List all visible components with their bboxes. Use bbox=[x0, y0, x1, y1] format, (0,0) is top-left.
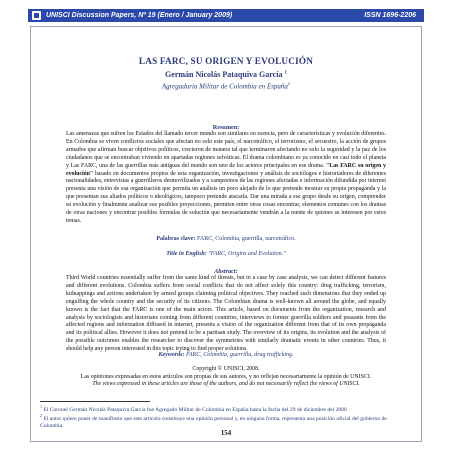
palabras-clave-label: Palabras clave: bbox=[156, 236, 196, 242]
title-english-value: "FARC, Origins and Evolution." bbox=[208, 251, 286, 257]
abstract-heading: Abstract: bbox=[214, 268, 238, 275]
copyright-block bbox=[66, 366, 386, 389]
unisci-logo-icon bbox=[32, 11, 41, 20]
copyright-line: Copyright © UNISCI, 2008. bbox=[192, 366, 260, 372]
footnote-2-number: 2 bbox=[40, 413, 42, 419]
footnote-divider bbox=[40, 401, 150, 402]
affiliation-text: Agregaduría Militar de Colombia en España bbox=[161, 82, 288, 91]
footnote-2 bbox=[40, 413, 408, 429]
author-name: Germán Nicolás Pataquiva García bbox=[165, 70, 283, 79]
disclaimer-spanish: Las opiniones expresadas en estos artículos son propias de sus autores, y no reflejan necesariamente la opinión de UNISCI. bbox=[80, 373, 372, 380]
palabras-clave-value: FARC, Colombia, guerrilla, narcotráfico. bbox=[196, 236, 296, 242]
article-author bbox=[30, 70, 422, 79]
resumen-text-bold: "Las FARC su origen y evolución" bbox=[66, 162, 387, 177]
resumen-text-part2: basado en documentos propios de esta organización, investigaciones y análisis de sociólogos e historiadores de diferentes nacionalidades, entrevistas a guerrilleros desmovilizados y a campesinos de las regiones afectadas e información difundida por internet presenta una visión de esa organización que permita un análisis un poco alejado de lo que pretende mostrar su propia propaganda y la que presentan sus aliados políticos o ideológicos, tampoco pretende atacarla. Dar una mirada a ese grupo desde su origen, comprender su evolución y finalmente analizar sus posibles proyecciones, permiten entre otras cosas encontrar, elementos comunes con los dramas de otras naciones y encontrar posibles fórmulas de solución que necesariamente vendrán a la mente de quienes se interesen por estos temas. bbox=[66, 170, 386, 224]
author-affiliation bbox=[30, 81, 422, 90]
footnote-2-text: El autor quiere poner de manifiesto que este artículo constituye una opinión personal y, en ninguna forma, representa una posición oficial del gobierno de Colombia. bbox=[40, 416, 387, 429]
page-number: 154 bbox=[220, 430, 232, 437]
journal-header-bar bbox=[28, 9, 424, 22]
keywords-label: Keywords: bbox=[158, 352, 185, 358]
footnote-1-text: El Coronel Germán Nicolás Pataquiva García fue Agregado Militar de Colombia en España hasta la fecha del 29 de diciembre del 2008 bbox=[43, 406, 347, 413]
title-in-english bbox=[30, 251, 422, 257]
article-title: LAS FARC, SU ORIGEN Y EVOLUCIÓN bbox=[138, 56, 314, 66]
title-english-label: Title in English: bbox=[166, 251, 207, 257]
keywords-value: FARC, Colombia, guerrilla, drug trafficking. bbox=[185, 352, 294, 358]
keywords bbox=[30, 352, 422, 358]
palabras-clave bbox=[30, 236, 422, 242]
resumen-heading: Resumen: bbox=[212, 124, 240, 131]
resumen-text-part1: Las amenazas que sufren los Estados del llamado tercer mundo son similares en esencia, pero de características y evolución diferentes. En Colombia se viven conflictos sociales que afectan no solo este país, el narcotráfico, el terrorismo, el secuestro, la acción de grupos armados que afirman buscar objetivos políticos, crecieron de manera tal que terminaron afectando no solo la seguridad y la paz de los ciudadanos que se encontraban viviendo en apartadas regiones selváticas. El drama colombiano es ya conocido en casi todo el planeta y Las FARC, una de las guerrillas más antiguas del mundo son uno de los actores principales en ese drama. bbox=[66, 131, 386, 169]
footnote-1-number: 1 bbox=[40, 404, 42, 409]
author-footnote-ref[interactable]: 1 bbox=[284, 70, 287, 76]
disclaimer-english: The views expressed in these articles are those of the authors, and do not necessarily reflect the views of UNISCI. bbox=[92, 381, 360, 388]
footnotes bbox=[40, 404, 408, 430]
resumen-text bbox=[66, 131, 386, 226]
journal-issn: ISSN 1696-2206 bbox=[364, 12, 416, 19]
journal-title: UNISCI Discussion Papers, Nº 19 (Enero / January 2009) bbox=[46, 12, 233, 19]
abstract-text: Third World countries essentially suffer from the same kind of threats, but in a case by case analysis, we can detect different features and different evolutions. Colombia suffers from social conflicts that do not affect solely this country: drug trafficking, terrorism, kidnappings and actions undertaken by armed groups claiming political objectives. They reached such dimensions that they ended up engulfing the whole country and the security of its citizens. The Colombian drama is well-known all around the globe, and equally known is the fact that the FARC is one of the main actors. This article, based on documents from the organization, research and analysis by sociologists and historians coming from different countries, interviews to former guerrilla soldiers and peasants from the affected regions and information diffused in internet, presents a vision of the organization different from that of its own propaganda and its political allies. However it does not pretend to be a partisan study. The overview of its origins, its evolution and the analysis of the possible outcomes enables the researcher to discover the symmetries with similarly dramatic events in other countries. Thus, it should help any person interested in this topic trying to find proper solutions. bbox=[66, 275, 386, 353]
footnote-1 bbox=[40, 404, 408, 413]
affiliation-footnote-ref[interactable]: 2 bbox=[287, 81, 291, 86]
